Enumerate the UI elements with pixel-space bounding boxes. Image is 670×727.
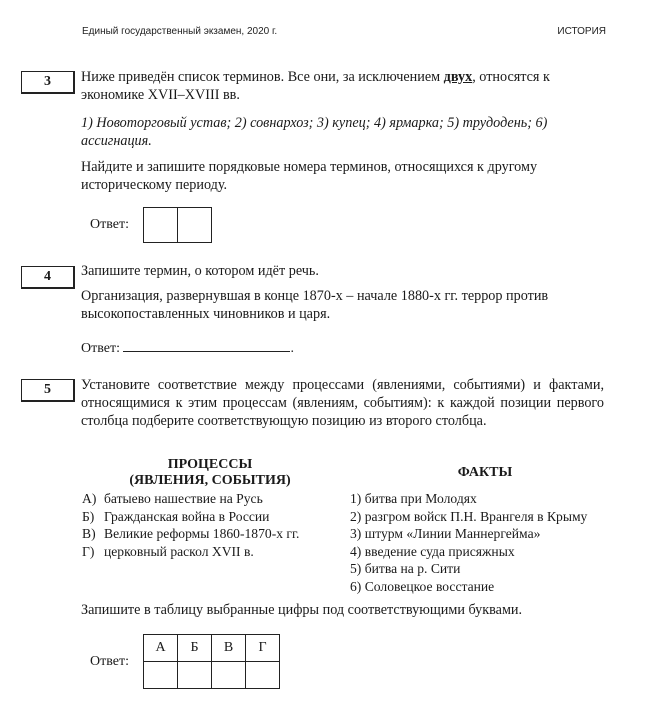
task-3-instruction: Найдите и запишите порядковые номера терминов, относящихся к другому историческому периоду.	[81, 159, 538, 193]
task-4-description: Организация, развернувшая в конце 1870-х – начале 1880-х гг. террор против высокопоставленных чиновников и царя.	[81, 288, 549, 322]
process-item	[82, 508, 299, 526]
answer-table-header: А	[144, 635, 178, 662]
facts-column-title: ФАКТЫ	[457, 465, 513, 480]
fact-item: 6) Соловецкое восстание	[350, 578, 495, 594]
task-4-answer-field[interactable]	[123, 338, 290, 352]
task-4-prompt: Запишите термин, о котором идёт речь.	[81, 263, 319, 279]
answer-table-header: Г	[246, 635, 280, 662]
processes-title-line-2: (ЯВЛЕНИЯ, СОБЫТИЯ)	[129, 473, 291, 488]
fact-item: 5) битва на р. Сити	[350, 561, 461, 577]
task-5-answer-label: Ответ:	[90, 654, 129, 669]
task-3-answer-cell[interactable]	[177, 207, 212, 243]
process-text: Великие реформы 1860-1870-х гг.	[104, 526, 300, 542]
answer-table-cell[interactable]	[246, 662, 280, 689]
process-letter: Г)	[82, 543, 95, 559]
task-3-answer-boxes	[144, 207, 212, 243]
task-4-answer-period: .	[290, 341, 294, 356]
process-item	[82, 525, 299, 543]
processes-title-line-1: ПРОЦЕССЫ	[167, 457, 253, 472]
exam-header-title: Единый государственный экзамен, 2020 г.	[82, 26, 278, 37]
fact-item: 3) штурм «Линии Маннергейма»	[350, 526, 541, 542]
process-item	[82, 490, 299, 508]
task-4-answer	[81, 338, 294, 357]
answer-table-header-row	[144, 635, 280, 662]
process-letter: В)	[82, 526, 96, 542]
task-5-number: 5	[21, 379, 75, 402]
task-3-intro	[81, 69, 604, 104]
task-5-table-instruction: Запишите в таблицу выбранные цифры под соответствующими буквами.	[81, 602, 523, 618]
task-3-intro-tail: , относятся к экономике XVII–XVIII вв.	[81, 69, 550, 103]
processes-column-title	[80, 457, 340, 489]
fact-item: 2) разгром войск П.Н. Врангеля в Крыму	[350, 508, 588, 524]
task-5-answer-table	[143, 634, 280, 689]
exam-subject: ИСТОРИЯ	[557, 26, 606, 37]
answer-table-cell[interactable]	[144, 662, 178, 689]
process-text: батыево нашествие на Русь	[104, 491, 263, 506]
task-3-answer-cell[interactable]	[143, 207, 178, 243]
answer-table-header: Б	[178, 635, 212, 662]
task-3-emphasis: двух	[443, 69, 473, 85]
answer-table-cell[interactable]	[178, 662, 212, 689]
task-3-terms: 1) Новоторговый устав; 2) совнархоз; 3) купец; 4) ярмарка; 5) трудодень; 6) ассигнация.	[81, 115, 548, 149]
processes-list	[82, 490, 299, 560]
task-3-answer-label: Ответ:	[90, 217, 129, 232]
task-4-answer-label: Ответ:	[81, 341, 120, 356]
process-text: Гражданская война в России	[104, 508, 270, 524]
fact-item: 1) битва при Молодях	[350, 491, 477, 506]
task-4-number: 4	[21, 266, 75, 289]
process-item	[82, 543, 299, 561]
process-text: церковный раскол XVII в.	[104, 543, 254, 559]
fact-item: 4) введение суда присяжных	[350, 543, 515, 559]
task-5-instruction: Установите соответствие между процессами (явлениями, событиями) и фактами, относящимися к этим процессам (явлениям, событиям): к каждой позиции первого столбца подберите соответствующую позицию из второго столбца.	[81, 377, 604, 429]
task-3-number: 3	[21, 71, 75, 94]
process-letter: А)	[82, 491, 97, 506]
answer-table-cell[interactable]	[212, 662, 246, 689]
answer-table-header: В	[212, 635, 246, 662]
task-3-intro-text: Ниже приведён список терминов. Все они, за исключением	[81, 69, 444, 85]
answer-table-value-row	[144, 662, 280, 689]
process-letter: Б)	[82, 508, 95, 524]
facts-list	[350, 490, 587, 596]
